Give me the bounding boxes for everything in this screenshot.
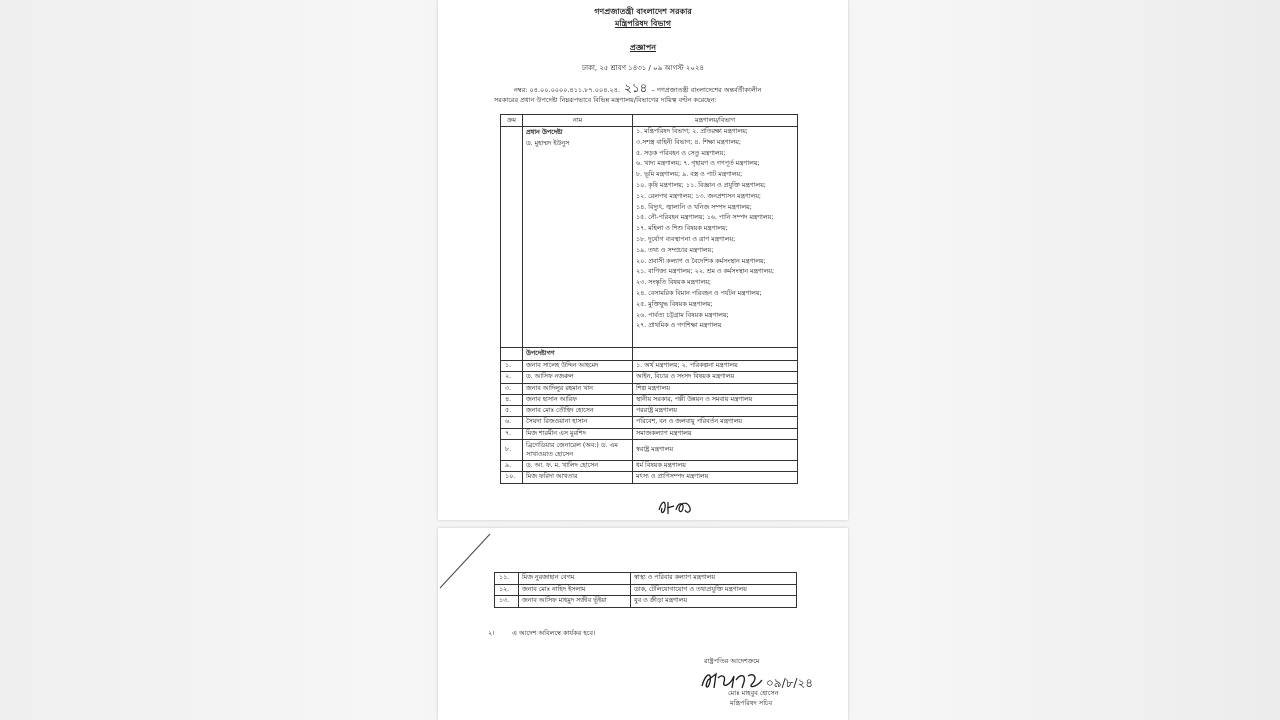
- table-row: [495, 584, 797, 596]
- chief-adviser-name: ড. মুহাম্মদ ইউনুস: [526, 140, 570, 147]
- adviser-name: মিজ শারমীন এস মুরশিদ: [523, 428, 633, 439]
- adviser-name: জনাব মোঃ নাহিদ ইসলাম: [519, 584, 631, 596]
- notice-title: প্রজ্ঞাপন: [629, 43, 657, 52]
- table-cell: [633, 348, 798, 361]
- ministry-line: ১৮. দুর্যোগ ব্যবস্থাপনা ও ত্রাণ মন্ত্রণালয়;: [636, 235, 736, 243]
- row-number: ১১.: [495, 573, 519, 585]
- document-page-2: [438, 528, 848, 720]
- ministry-line: ২৩. সংস্কৃতি বিষয়ক মন্ত্রণালয়;: [636, 279, 712, 287]
- initials-signature: [656, 496, 696, 518]
- header-ministry: মন্ত্রণালয়/বিভাগ: [633, 115, 798, 127]
- chief-adviser-row: [501, 127, 798, 348]
- row-number: ২.: [501, 372, 523, 383]
- row-number: ৭.: [501, 428, 523, 439]
- row-number: ৯.: [501, 461, 523, 472]
- ministry-line: ২১. বাণিজ্য মন্ত্রণালয়; ২২. শ্রম ও কর্মসংস্থান মন্ত্রণালয়;: [636, 268, 775, 276]
- ministry-line: ৬. খাদ্য মন্ত্রণালয়; ৭. গৃহায়ণ ও গণপূর্ত মন্ত্রণালয়;: [636, 160, 760, 168]
- ministry-line: ২০. প্রবাসী কল্যাণ ও বৈদেশিক কর্মসংস্থান মন্ত্রণালয়;: [636, 257, 766, 265]
- ministry-line: ১৯. তথ্য ও সম্প্রচার মন্ত্রণালয়;: [636, 246, 714, 254]
- reference-number: নম্বর: ০৪.০০.০০০০.৪১১.৮৭.০০৪.২৪.: [514, 86, 621, 94]
- adviser-name: মিজ নুরজাহান বেগম: [519, 573, 631, 585]
- adviser-name: সৈয়দা রিজওয়ানা হাসান: [523, 417, 633, 428]
- ministry-name: যুব ও ক্রীড়া মন্ত্রণালয়: [631, 596, 797, 608]
- ministry-name: স্বাস্থ্য ও পরিবার কল্যাণ মন্ত্রণালয়: [631, 573, 797, 585]
- table-cell: [501, 348, 523, 361]
- table-row: [501, 461, 798, 472]
- ministry-name: ১. অর্থ মন্ত্রণালয়; ২. পরিকল্পনা মন্ত্রণালয়: [633, 361, 798, 372]
- row-number: ৩.: [501, 383, 523, 394]
- clause-text: এ আদেশ অবিলম্বে কার্যকর হবে।: [512, 629, 596, 637]
- ministry-line: ২৬. পার্বত্য চট্টগ্রাম বিষয়ক মন্ত্রণালয়;: [636, 311, 729, 319]
- row-number: ৪.: [501, 394, 523, 405]
- ministry-line: ২৫. মুক্তিযুদ্ধ বিষয়ক মন্ত্রণালয়;: [636, 300, 713, 308]
- adviser-name: ড. আসিফ নজরুল: [523, 372, 633, 383]
- presidential-order-line: রাষ্ট্রপতির আদেশক্রমে: [704, 657, 760, 665]
- table-row: [501, 417, 798, 428]
- row-number: ১২.: [495, 584, 519, 596]
- chief-adviser-title: প্রধান উপদেষ্টা: [526, 129, 563, 136]
- table-row: [501, 406, 798, 417]
- table-header-row: [501, 115, 798, 127]
- allocation-table-continued: [494, 572, 797, 608]
- ministry-name: পররাষ্ট্র মন্ত্রণালয়: [633, 406, 798, 417]
- table-row: [501, 472, 798, 483]
- chief-ministries-cell: [633, 127, 798, 348]
- adviser-name: জনাব আসিফ মাহমুদ সজীব ভূঁইয়া: [519, 596, 631, 608]
- advisers-section-row: [501, 348, 798, 361]
- folded-corner-mark: [438, 532, 492, 590]
- adviser-name: জনাব হাসান আরিফ: [523, 394, 633, 405]
- ministry-name: ডাক, টেলিযোগাযোগ ও তথ্যপ্রযুক্তি মন্ত্রণালয়: [631, 584, 797, 596]
- table-row: [501, 428, 798, 439]
- row-number: ১০.: [501, 472, 523, 483]
- division-header: মন্ত্রিপরিষদ বিভাগ: [614, 19, 672, 28]
- ministry-name: মৎস্য ও প্রাণিসম্পদ মন্ত্রণালয়: [633, 472, 798, 483]
- ministry-line: ১৭. মহিলা ও শিশু বিষয়ক মন্ত্রণালয়;: [636, 225, 728, 233]
- government-header: গণপ্রজাতন্ত্রী বাংলাদেশ সরকার: [594, 7, 692, 16]
- reference-tail: – গণপ্রজাতন্ত্রী বাংলাদেশের অন্তর্বর্তীকালীন: [651, 86, 762, 94]
- row-number: ১৩.: [495, 596, 519, 608]
- row-number: ৫.: [501, 406, 523, 417]
- table-row: [501, 361, 798, 372]
- table-row: [501, 383, 798, 394]
- ministry-name: আইন, বিচার ও সংসদ বিষয়ক মন্ত্রণালয়: [633, 372, 798, 383]
- adviser-name: জনাব সালেহ উদ্দিন আহমেদ: [523, 361, 633, 372]
- table-row: [501, 394, 798, 405]
- header-serial: ক্রম: [501, 115, 523, 127]
- adviser-name: জনাব আদিলুর রহমান খান: [523, 383, 633, 394]
- row-number: ৮.: [501, 440, 523, 461]
- ministry-line: ২৭. প্রাথমিক ও গণশিক্ষা মন্ত্রণালয়: [636, 322, 722, 330]
- ministry-name: স্থানীয় সরকার, পল্লী উন্নয়ন ও সমবায় মন্ত্রণালয়: [633, 394, 798, 405]
- ministry-name: পরিবেশ, বন ও জলবায়ু পরিবর্তন মন্ত্রণালয়: [633, 417, 798, 428]
- clause-number: ২।: [488, 629, 495, 637]
- ministry-name: সমাজকল্যাণ মন্ত্রণালয়: [633, 428, 798, 439]
- adviser-name: ব্রিগেডিয়ার জেনারেল (অব:) ড. এম সাখাওয়াত হোসেন: [523, 440, 633, 461]
- intro-paragraph: সরকারের প্রধান উপদেষ্টা নিম্নরূপভাবে বিভিন্ন মন্ত্রণালয়/বিভাগের দায়িত্ব বণ্টন করেছেন:: [494, 96, 717, 104]
- ministry-line: ১. মন্ত্রিপরিষদ বিভাগ; ২. প্রতিরক্ষা মন্ত্রণালয়;: [636, 128, 748, 135]
- document-page-1: [438, 0, 848, 520]
- ministry-line: ৫. সড়ক পরিবহন ও সেতু মন্ত্রণালয়;: [636, 149, 726, 157]
- table-row: [501, 440, 798, 461]
- chief-adviser-cell: [523, 127, 633, 348]
- advisers-label: উপদেষ্টাগণ: [523, 348, 633, 361]
- ministry-name: শিল্প মন্ত্রণালয়: [633, 383, 798, 394]
- handwritten-number: ২১৪: [624, 81, 648, 95]
- signer-name: মোঃ মাহবুব হোসেন: [728, 689, 779, 697]
- ministry-line: ৩.সশস্ত্র বাহিনী বিভাগ; ৪. শিক্ষা মন্ত্রণালয়;: [636, 138, 741, 146]
- table-row: [495, 573, 797, 585]
- ministry-line: ২৪. বেসামরিক বিমান পরিবহন ও পর্যটন মন্ত্রণালয়;: [636, 289, 762, 297]
- row-number: ১.: [501, 361, 523, 372]
- adviser-name: মিজ ফরিদা আখতার: [523, 472, 633, 483]
- signer-title: মন্ত্রিপরিষদ সচিব: [730, 699, 773, 707]
- ministry-line: ১০. কৃষি মন্ত্রণালয়; ১১. বিজ্ঞান ও প্রযুক্তি মন্ত্রণালয়;: [636, 181, 766, 189]
- ministry-line: ১৫. নৌ-পরিবহন মন্ত্রণালয়; ১৬. পানি সম্পদ মন্ত্রণালয়;: [636, 214, 774, 222]
- table-row: [495, 596, 797, 608]
- table-row: [501, 372, 798, 383]
- table-cell: [501, 127, 523, 348]
- date-line: ঢাকা, ২৫ শ্রাবণ ১৪৩১ / ০৯ আগস্ট ২০২৪: [582, 64, 704, 72]
- row-number: ৬.: [501, 417, 523, 428]
- ministry-line: ১৪. বিদ্যুৎ, জ্বালানি ও খনিজ সম্পদ মন্ত্রণালয়;: [636, 203, 752, 211]
- ministry-name: স্বরাষ্ট্র মন্ত্রণালয়: [633, 440, 798, 461]
- ministry-line: ৮. ভূমি মন্ত্রণালয়; ৯. বস্ত্র ও পাট মন্ত্রণালয়;: [636, 171, 743, 179]
- allocation-table: [500, 114, 798, 484]
- adviser-name: জনাব মোঃ তৌহিদ হোসেন: [523, 406, 633, 417]
- ministry-line: ১২. রেলপথ মন্ত্রণালয়; ১৩. জনপ্রশাসন মন্ত্রণালয়;: [636, 192, 762, 200]
- header-name: নাম: [523, 115, 633, 127]
- adviser-name: ড. আ. ফ. ম. খালিদ হোসেন: [523, 461, 633, 472]
- ministry-name: ধর্ম বিষয়ক মন্ত্রণালয়: [633, 461, 798, 472]
- signature-date: ০৯/৮/২৪: [766, 676, 814, 690]
- effective-clause: [488, 628, 595, 639]
